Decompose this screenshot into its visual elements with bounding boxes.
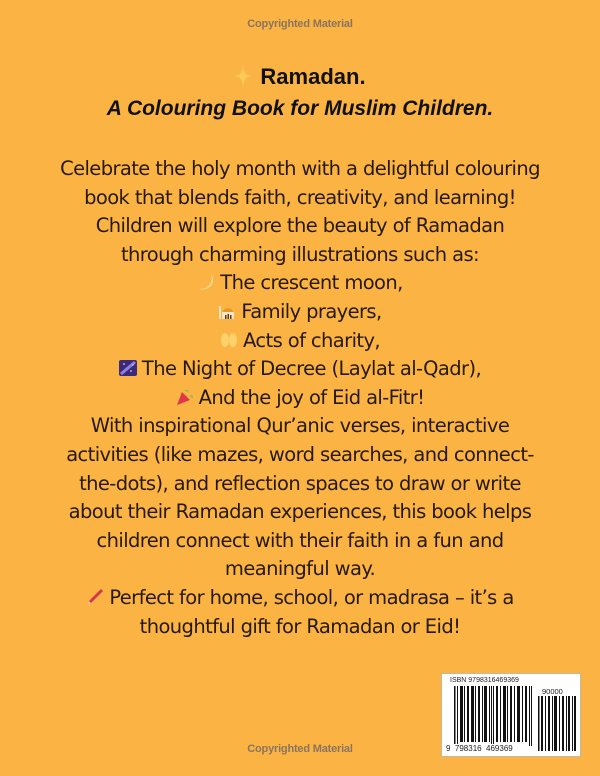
- price-code: 90000: [542, 687, 563, 696]
- activities-line: With inspirational Qur’anic verses, interactive: [90, 414, 510, 438]
- barcode-bars-main: [454, 686, 532, 746]
- intro-line: Celebrate the holy month with a delightful colouring: [60, 157, 540, 180]
- activities-line: children connect with their faith in a fun and: [96, 528, 504, 552]
- activities-line: activities (like mazes, word searches, and connect-: [66, 442, 534, 466]
- activities-line: the-dots), and reflection spaces to draw or write: [79, 471, 521, 495]
- copyright-watermark-bottom: Copyrighted Material: [247, 743, 353, 755]
- closing-line-2: thoughtful gift for Ramadan or Eid!: [139, 614, 461, 638]
- book-title: [0, 64, 600, 90]
- title-text: Ramadan.: [260, 64, 366, 89]
- milky-way-night-sky-icon: [119, 359, 137, 377]
- illustration-item-night-of-decree: The Night of Decree (Laylat al-Qadr),: [20, 355, 580, 384]
- copyright-watermark-top: Copyrighted Material: [247, 18, 353, 30]
- intro-line: through charming illustrations such as:: [120, 242, 480, 266]
- crescent-moon-icon: [197, 273, 215, 291]
- mosque-icon: [218, 302, 236, 320]
- activities-line: about their Ramadan experiences, this book helps: [68, 500, 532, 524]
- party-popper-icon: [176, 388, 194, 406]
- isbn-digits: 9 798316 469369: [446, 744, 513, 753]
- book-description: [20, 155, 580, 641]
- book-subtitle: A Colouring Book for Muslim Children.: [106, 97, 494, 120]
- sparkles-icon: [234, 65, 252, 87]
- crayon-icon: [86, 588, 104, 606]
- illustration-item-family-prayers: Family prayers,: [20, 298, 580, 327]
- intro-line: Children will explore the beauty of Ramadan: [95, 214, 505, 238]
- palms-up-hands-icon: [220, 331, 238, 349]
- illustration-item-crescent: The crescent moon,: [20, 269, 580, 298]
- activities-line: meaningful way.: [224, 557, 376, 581]
- intro-line: book that blends faith, creativity, and learning!: [84, 185, 516, 209]
- illustration-item-charity: Acts of charity,: [20, 327, 580, 356]
- isbn-label: ISBN 9798316469369: [450, 677, 519, 684]
- illustration-item-eid: And the joy of Eid al-Fitr!: [20, 384, 580, 413]
- closing-line-1: Perfect for home, school, or madrasa – it’s a: [20, 584, 580, 613]
